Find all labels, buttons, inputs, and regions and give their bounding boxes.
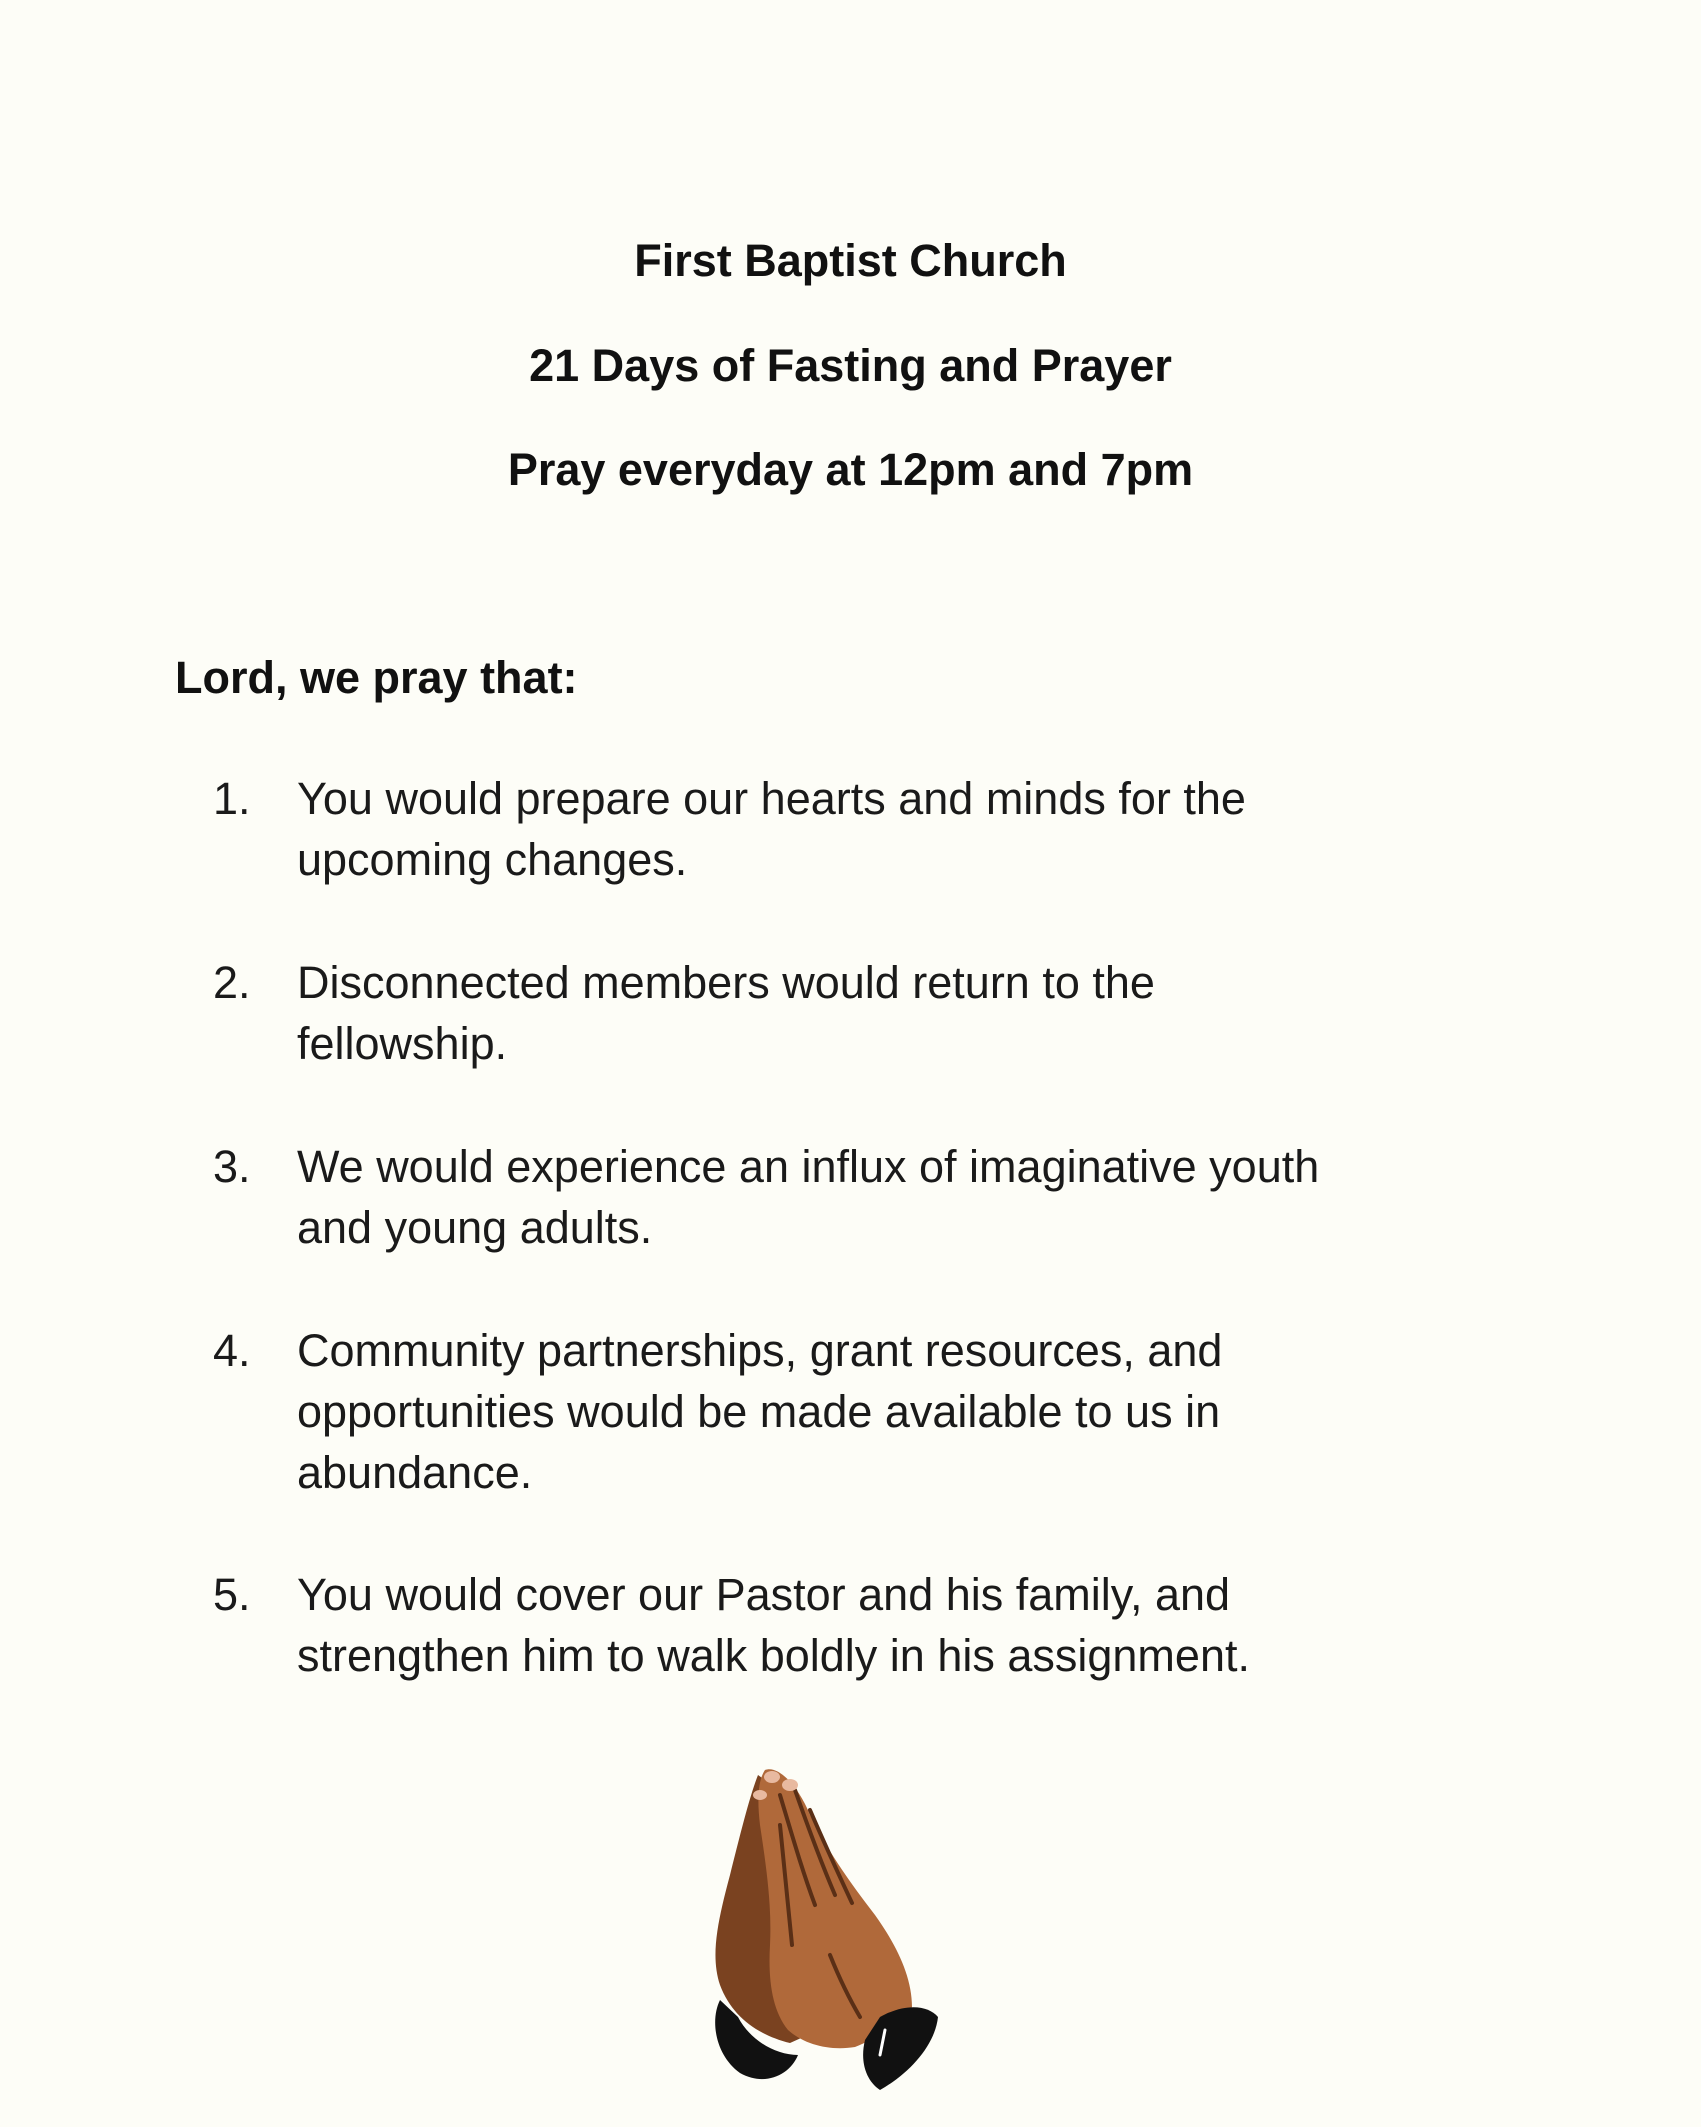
prayer-text: You would prepare our hearts and minds for the upcoming changes. [297,773,1246,885]
prayer-schedule: Pray everyday at 12pm and 7pm [507,444,1194,495]
prayer-number: 3. [213,1141,251,1192]
prayer-item [213,1136,1463,1258]
front-hand [758,1769,912,2048]
prayer-item [213,768,1463,890]
prayer-number: 2. [213,957,251,1008]
prayer-item [213,1320,1463,1503]
hands-shape [715,1769,938,2090]
prayer-text: Community partnerships, grant resources, and opportunities would be made available to us in abundance. [297,1325,1223,1498]
fingertip [764,1771,780,1783]
fingertip [753,1790,767,1800]
prayer-item [213,952,1463,1074]
prayer-item [213,1564,1463,1686]
fingertip [782,1779,798,1791]
prayer-text: Disconnected members would return to the fellowship. [297,957,1155,1069]
prayer-text: We would experience an influx of imaginative youth and young adults. [297,1141,1320,1253]
prayer-number: 5. [213,1569,251,1620]
prayer-number: 1. [213,773,251,824]
event-title: 21 Days of Fasting and Prayer [529,340,1172,391]
prayer-text: You would cover our Pastor and his family, and strengthen him to walk boldly in his assignment. [297,1569,1250,1681]
prayer-intro: Lord, we pray that: [175,652,578,703]
praying-hands-icon [680,1755,940,2095]
prayer-number: 4. [213,1325,251,1376]
church-name: First Baptist Church [634,235,1067,286]
